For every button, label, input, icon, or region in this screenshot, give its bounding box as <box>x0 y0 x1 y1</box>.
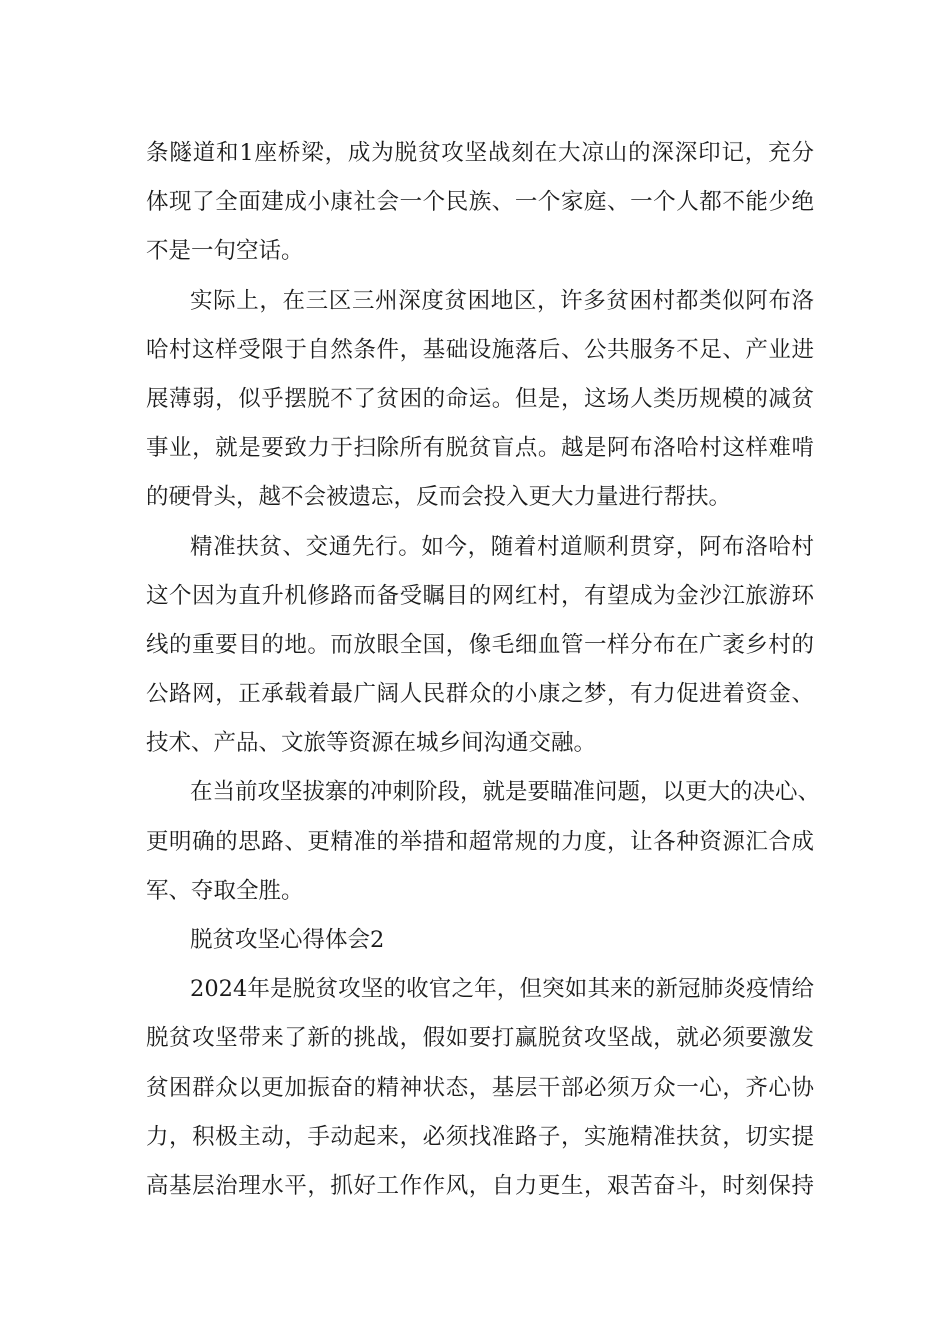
text-line: 的硬骨头，越不会被遗忘，反而会投入更大力量进行帮扶。 <box>146 484 732 511</box>
section-heading: 脱贫攻坚心得体会2 <box>190 927 385 953</box>
text-line: 更明确的思路、更精准的举措和超常规的力度，让各种资源汇合成 <box>146 828 814 855</box>
text-line: 公路网，正承载着最广阔人民群众的小康之梦，有力促进着资金、 <box>146 681 814 708</box>
text-line: 不是一句空话。 <box>146 238 304 265</box>
text-line: 线的重要目的地。而放眼全国，像毛细血管一样分布在广袤乡村的 <box>146 631 814 658</box>
body-text <box>146 129 821 1211</box>
text-line: 实际上，在三区三州深度贫困地区，许多贫困村都类似阿布洛 <box>190 287 814 314</box>
text-line: 精准扶贫、交通先行。如今，随着村道顺利贯穿，阿布洛哈村 <box>190 533 814 560</box>
text-line: 事业，就是要致力于扫除所有脱贫盲点。越是阿布洛哈村这样难啃 <box>146 435 814 462</box>
text-line: 技术、产品、文旅等资源在城乡间沟通交融。 <box>146 730 597 757</box>
text-line: 军、夺取全胜。 <box>146 877 304 904</box>
text-line: 这个因为直升机修路而备受瞩目的网红村，有望成为金沙江旅游环 <box>146 582 814 609</box>
text-line: 高基层治理水平，抓好工作作风，自力更生，艰苦奋斗，时刻保持 <box>146 1172 814 1199</box>
text-line: 力，积极主动，手动起来，必须找准路子，实施精准扶贫，切实提 <box>146 1123 814 1150</box>
text-line: 哈村这样受限于自然条件，基础设施落后、公共服务不足、产业进 <box>146 336 814 363</box>
text-line: 2024年是脱贫攻坚的收官之年，但突如其来的新冠肺炎疫情给 <box>190 976 814 1003</box>
text-line: 体现了全面建成小康社会一个民族、一个家庭、一个人都不能少绝 <box>146 189 814 216</box>
text-line: 脱贫攻坚带来了新的挑战，假如要打赢脱贫攻坚战，就必须要激发 <box>146 1025 814 1052</box>
text-line: 展薄弱，似乎摆脱不了贫困的命运。但是，这场人类历规模的减贫 <box>146 385 814 412</box>
text-line: 条隧道和1座桥梁，成为脱贫攻坚战刻在大凉山的深深印记，充分 <box>146 140 814 166</box>
text-line: 贫困群众以更加振奋的精神状态，基层干部必须万众一心，齐心协 <box>146 1074 814 1101</box>
text-line: 在当前攻坚拔寨的冲刺阶段，就是要瞄准问题，以更大的决心、 <box>190 779 821 806</box>
